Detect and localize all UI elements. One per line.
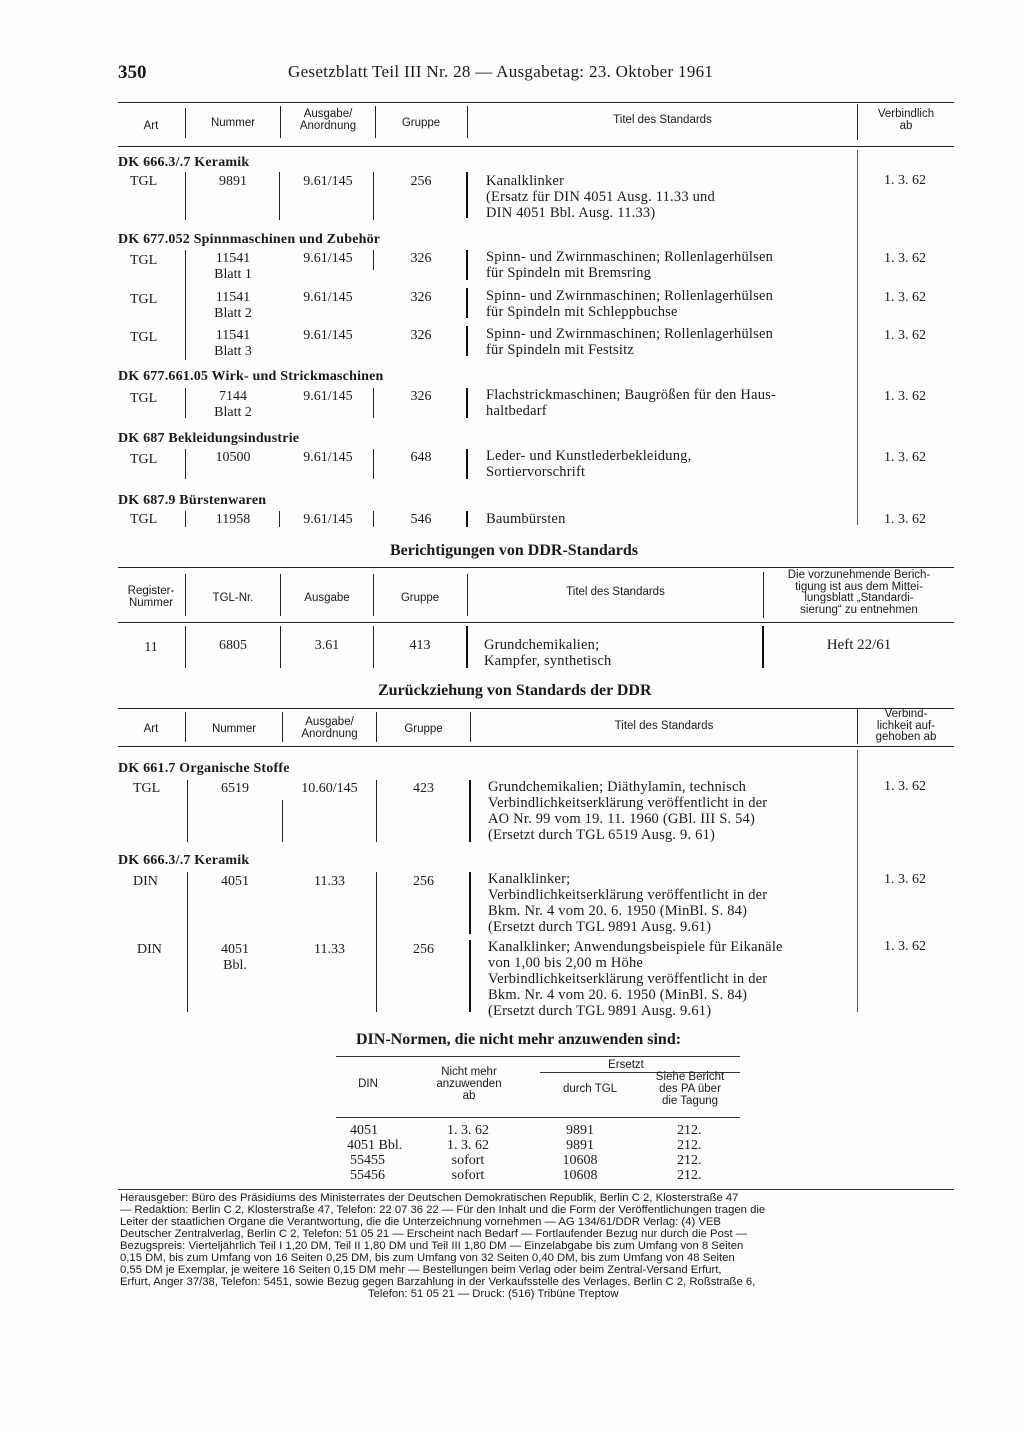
table-cell-gruppe: 256 xyxy=(410,174,432,189)
table-cell-tgl: 9891 xyxy=(566,1123,594,1138)
table-cell-gruppe: 648 xyxy=(410,450,432,465)
table-cell-art: TGL xyxy=(130,253,158,268)
table-cell-titel: Baumbürsten xyxy=(486,511,566,527)
table-rule-header xyxy=(118,622,954,623)
table-cell-ab: 1. 3. 62 xyxy=(884,779,926,794)
col-header-ausgabe: Ausgabe/ Anordnung xyxy=(299,108,357,132)
col-header-siehe-bericht: Siehe Bericht des PA über die Tagung xyxy=(655,1071,725,1107)
table-cell-ausgabe: 9.61/145 xyxy=(303,512,353,527)
table-cell-titel: Spinn- und Zwirnmaschinen; Rollenlagerhülsen für Spindeln mit Schleppbuchse xyxy=(486,288,774,320)
table-cell-nummer: 6519 xyxy=(221,781,249,796)
table-cell-ab: 1. 3. 62 xyxy=(884,389,926,404)
col-header-ersetzt: Ersetzt xyxy=(608,1059,644,1071)
table-cell-titel: Spinn- und Zwirnmaschinen; Rollenlagerhülsen für Spindeln mit Festsitz xyxy=(486,326,774,358)
table-cell-gruppe: 256 xyxy=(413,874,434,889)
col-header-nummer: Nummer xyxy=(211,723,257,735)
imprint-line: Herausgeber: Büro des Präsidiums des Ministerrates der Deutschen Demokratischen Republik, Berlin C 2, Klosterstraße 47 xyxy=(120,1192,739,1204)
table-cell-gruppe: 256 xyxy=(413,942,434,957)
table-cell-titel: Kanalklinker; Anwendungsbeispiele für Eikanäle von 1,00 bis 2,00 m Höhe Verbindlichkeitserklärung veröffentlicht in der Bkm. Nr. 4 vom 20. 6. 1950 (MinBl. S. 84) (Ersetzt durch TGL 9891 Ausg. 9.61) xyxy=(488,939,783,1019)
table-cell-art: TGL xyxy=(130,512,158,527)
col-header-nicht-mehr: Nicht mehr anzuwenden ab xyxy=(436,1066,502,1102)
col-header-ausgabe: Ausgabe xyxy=(304,592,350,604)
table-cell-ab: 1. 3. 62 xyxy=(884,328,926,343)
imprint-line: Erfurt, Anger 37/38, Telefon: 5451, sowie Bezug gegen Barzahlung in der Verkaufsstelle des Verlages, Berlin C 2, Roßstraße 6, xyxy=(120,1276,756,1288)
table-cell-art: TGL xyxy=(130,174,158,189)
row-divider xyxy=(466,326,468,356)
table-cell-ausgabe: 3.61 xyxy=(314,638,340,653)
table-cell-tgl: 9891 xyxy=(566,1138,594,1153)
section-heading: DIN-Normen, die nicht mehr anzuwenden sind: xyxy=(356,1031,682,1048)
table-cell-art: TGL xyxy=(130,391,158,406)
imprint-line: 0,15 DM, bis zum Umfang von 16 Seiten 0,25 DM, bis zum Umfang von 32 Seiten 0,40 DM, bis zum Umfang von 48 Seiten xyxy=(120,1252,735,1264)
row-divider xyxy=(466,250,468,280)
row-divider xyxy=(279,511,280,527)
table-cell-gruppe: 326 xyxy=(410,290,432,305)
table-cell-heft: Heft 22/61 xyxy=(826,637,892,653)
col-divider-date xyxy=(857,750,858,1012)
table-cell-titel: Leder- und Kunstlederbekleidung, Sortiervorschrift xyxy=(486,448,692,480)
col-divider-date xyxy=(857,150,858,525)
table-cell-ausgabe: 9.61/145 xyxy=(303,389,353,404)
row-divider xyxy=(373,250,374,270)
table-cell-ab: sofort xyxy=(451,1153,485,1168)
row-divider xyxy=(373,449,374,479)
imprint-line: 0,55 DM je Exemplar, je weitere 16 Seiten 0,15 DM mehr — Bestellungen beim Verlag oder beim Zentral-Versand Erfurt, xyxy=(120,1264,722,1276)
table-cell-art: TGL xyxy=(130,292,158,307)
table-cell-tgl: 6805 xyxy=(219,638,247,653)
table-cell-gruppe: 413 xyxy=(409,638,431,653)
imprint-line: Leiter der staatlichen Organe die Verantwortung, die die Unterzeichnung vornehmen — AG 134/61/DDR Verlag: (4) VEB xyxy=(120,1216,721,1228)
table-rule-header xyxy=(118,746,954,747)
group-heading: DK 677.661.05 Wirk- und Strickmaschinen xyxy=(118,369,384,384)
row-divider xyxy=(466,288,468,318)
table-cell-ab: 1. 3. 62 xyxy=(884,872,926,887)
table-cell-nummer: 11541 Blatt 3 xyxy=(214,328,252,359)
table-cell-nummer: 4051 Bbl. xyxy=(221,942,249,973)
col-header-verbindlich: Verbind- lichkeit auf- gehoben ab xyxy=(875,708,937,743)
col-header-gruppe: Gruppe xyxy=(401,117,441,129)
running-header: Gesetzblatt Teil III Nr. 28 — Ausgabetag: 23. Oktober 1961 xyxy=(288,62,714,81)
row-divider xyxy=(466,172,468,218)
table-cell-nummer: 7144 Blatt 2 xyxy=(214,389,252,420)
col-header-gruppe: Gruppe xyxy=(400,592,440,604)
group-heading: DK 677.052 Spinnmaschinen und Zubehör xyxy=(118,232,381,247)
row-divider xyxy=(466,388,468,418)
group-heading: DK 666.3/.7 Keramik xyxy=(118,155,250,170)
col-header-verbindlich: Verbindlich ab xyxy=(877,108,935,132)
group-heading: DK 666.3/.7 Keramik xyxy=(118,853,250,868)
table-cell-ab: 1. 3. 62 xyxy=(884,173,926,188)
row-divider xyxy=(373,511,374,527)
table-cell-titel: Grundchemikalien; Diäthylamin, technisch Verbindlichkeitserklärung veröffentlicht in der AO Nr. 99 vom 19. 11. 1960 (GBl. III S. 54) (Ersetzt durch TGL 6519 Ausg. 9. 61) xyxy=(488,779,768,843)
table-cell-ausgabe: 11.33 xyxy=(314,874,345,889)
imprint-line: Bezugspreis: Vierteljährlich Teil I 1,20 DM, Teil II 1,80 DM und Teil III 1,80 DM — Einzelabgabe bis zum Umfang von 8 Seiten xyxy=(120,1240,744,1252)
footer-rule xyxy=(118,1189,954,1190)
table-cell-register: 11 xyxy=(144,640,158,655)
section-heading: Berichtigungen von DDR-Standards xyxy=(390,542,639,559)
table-cell-titel: Kanalklinker; Verbindlichkeitserklärung veröffentlicht in der Bkm. Nr. 4 vom 20. 6. 1950 (MinBl. S. 84) (Ersetzt durch TGL 9891 Ausg. 9.61) xyxy=(488,871,768,935)
table-cell-bericht: 212. xyxy=(677,1168,702,1183)
table-cell-ab: 1. 3. 62 xyxy=(884,290,926,305)
table-cell-gruppe: 326 xyxy=(410,328,432,343)
imprint-line: Telefon: 51 05 21 — Druck: (516) Tribüne Treptow xyxy=(368,1288,619,1300)
table-cell-art: DIN xyxy=(137,942,162,957)
table-cell-titel: Spinn- und Zwirnmaschinen; Rollenlagerhülsen für Spindeln mit Bremsring xyxy=(486,249,774,281)
table-cell-ausgabe: 11.33 xyxy=(314,942,345,957)
page-number: 350 xyxy=(118,62,147,83)
section-heading: Zurückziehung von Standards der DDR xyxy=(378,682,652,699)
table-cell-nummer: 4051 xyxy=(221,874,249,889)
row-divider xyxy=(373,388,374,418)
table-cell-ab: 1. 3. 62 xyxy=(884,450,926,465)
table-cell-ausgabe: 9.61/145 xyxy=(303,251,353,266)
table-cell-ab: 1. 3. 62 xyxy=(884,939,926,954)
table-cell-nummer: 11541 Blatt 2 xyxy=(214,290,252,321)
row-divider xyxy=(466,626,468,668)
col-header-berichtigung: Die vorzunehmende Berich- tigung ist aus dem Mittei- lungsblatt „Standardi- sierung“ zu entnehmen xyxy=(787,569,931,616)
col-header-nummer: Nummer xyxy=(210,117,256,129)
table-cell-ausgabe: 10.60/145 xyxy=(301,781,358,796)
table-cell-tgl: 10608 xyxy=(562,1168,598,1183)
row-divider xyxy=(466,511,468,527)
table-cell-ab: 1. 3. 62 xyxy=(447,1138,489,1153)
table-cell-tgl: 10608 xyxy=(562,1153,598,1168)
row-divider xyxy=(466,449,468,479)
table-cell-gruppe: 326 xyxy=(410,389,432,404)
table-cell-art: TGL xyxy=(133,781,161,796)
col-header-titel: Titel des Standards xyxy=(614,720,714,732)
row-divider xyxy=(469,872,471,934)
row-divider xyxy=(282,800,283,842)
col-header-ausgabe: Ausgabe/ Anordnung xyxy=(301,716,358,740)
table-cell-art: DIN xyxy=(133,874,158,889)
col-header-register: Register- Nummer xyxy=(127,585,175,609)
col-header-titel: Titel des Standards xyxy=(613,114,712,126)
row-divider xyxy=(469,940,471,1012)
table-cell-gruppe: 326 xyxy=(410,251,432,266)
group-heading: DK 687.9 Bürstenwaren xyxy=(118,493,267,508)
table-cell-ab: sofort xyxy=(451,1168,485,1183)
row-divider xyxy=(279,172,280,220)
table-cell-ausgabe: 9.61/145 xyxy=(303,328,353,343)
group-heading: DK 661.7 Organische Stoffe xyxy=(118,761,290,776)
table-cell-art: TGL xyxy=(130,330,158,345)
row-divider xyxy=(469,780,471,842)
table-cell-din: 4051 xyxy=(350,1123,378,1138)
row-divider xyxy=(373,172,374,220)
table-cell-titel: Flachstrickmaschinen; Baugrößen für den Haus- haltbedarf xyxy=(486,387,777,419)
col-header-gruppe: Gruppe xyxy=(404,723,443,735)
table-cell-ausgabe: 9.61/145 xyxy=(303,290,353,305)
table-rule-header xyxy=(336,1117,740,1118)
table-cell-din: 55455 xyxy=(350,1153,385,1168)
table-rule-header xyxy=(118,146,954,147)
table-cell-din: 4051 Bbl. xyxy=(347,1138,403,1153)
table-cell-din: 55456 xyxy=(350,1168,385,1183)
col-header-art: Art xyxy=(143,120,159,132)
table-cell-bericht: 212. xyxy=(677,1138,702,1153)
table-cell-ab: 1. 3. 62 xyxy=(884,512,926,527)
table-cell-ausgabe: 9.61/145 xyxy=(303,450,353,465)
table-cell-art: TGL xyxy=(130,452,158,467)
table-cell-bericht: 212. xyxy=(677,1123,702,1138)
table-rule-top xyxy=(118,102,954,103)
table-cell-gruppe: 546 xyxy=(410,512,432,527)
table-cell-titel: Grundchemikalien; Kampfer, synthetisch xyxy=(484,637,612,669)
col-header-durch-tgl: durch TGL xyxy=(562,1083,618,1095)
table-cell-nummer: 9891 xyxy=(219,174,247,189)
imprint-line: — Redaktion: Berlin C 2, Klosterstraße 47, Telefon: 22 07 36 22 — Für den Inhalt und die Form der Veröffentlichungen tragen die xyxy=(120,1204,766,1216)
col-header-din: DIN xyxy=(358,1078,378,1090)
imprint-line: Deutscher Zentralverlag, Berlin C 2, Telefon: 51 05 21 — Erscheint nach Bedarf — Fortlaufender Bezug nur durch die Post — xyxy=(120,1228,748,1240)
table-cell-gruppe: 423 xyxy=(413,781,434,796)
table-rule-top xyxy=(118,708,954,709)
table-rule-top xyxy=(336,1056,740,1057)
table-cell-nummer: 11958 xyxy=(215,512,251,527)
table-cell-bericht: 212. xyxy=(677,1153,702,1168)
table-cell-titel: Kanalklinker (Ersatz für DIN 4051 Ausg. 11.33 und DIN 4051 Bbl. Ausg. 11.33) xyxy=(486,173,715,221)
col-header-titel: Titel des Standards xyxy=(566,586,665,598)
group-heading: DK 687 Bekleidungsindustrie xyxy=(118,431,300,446)
table-cell-nummer: 11541 Blatt 1 xyxy=(214,251,252,282)
col-header-tgl: TGL-Nr. xyxy=(212,592,254,604)
table-cell-ausgabe: 9.61/145 xyxy=(303,174,353,189)
table-cell-nummer: 10500 xyxy=(215,450,251,465)
col-header-art: Art xyxy=(143,723,159,735)
table-cell-ab: 1. 3. 62 xyxy=(447,1123,489,1138)
table-cell-ab: 1. 3. 62 xyxy=(884,251,926,266)
table-rule-top xyxy=(118,567,954,568)
